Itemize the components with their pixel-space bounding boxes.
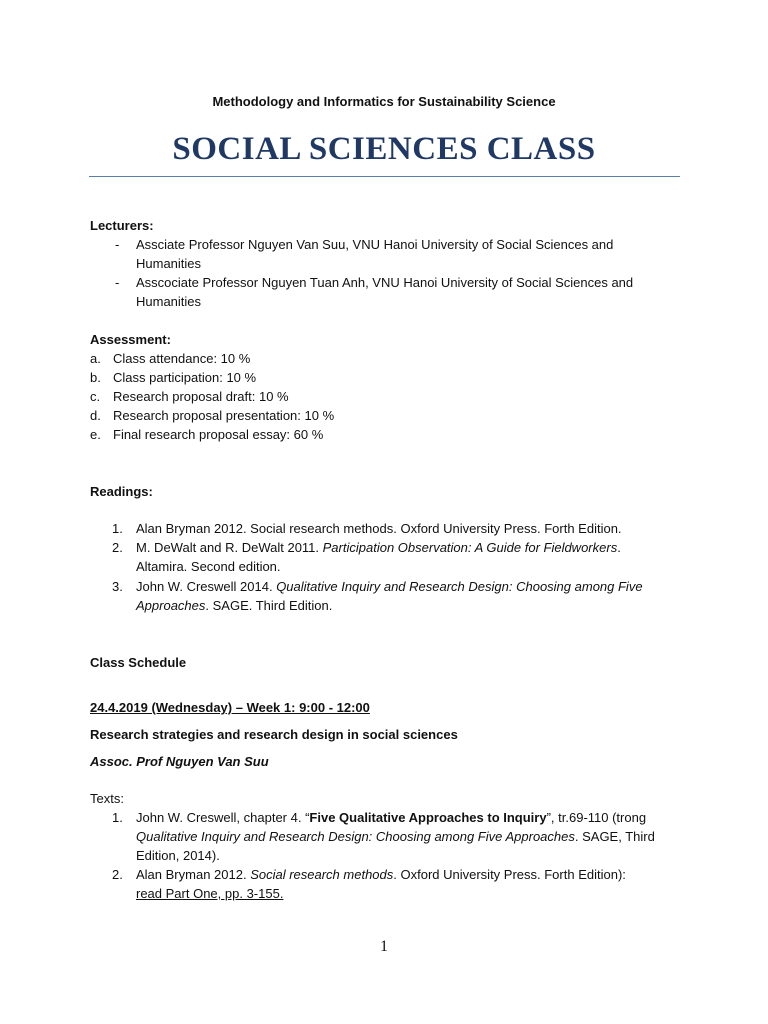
week1-date-text: 24.4.2019 (Wednesday) – Week 1: 9:00 - 12:00 (90, 700, 370, 715)
text-chapter-title: Five Qualitative Approaches to Inquiry (309, 810, 547, 825)
assessment-text: Final research proposal essay: 60 % (113, 427, 324, 442)
text-pages: ”, tr.69-110 (trong (546, 810, 647, 825)
list-marker: - (115, 275, 120, 290)
text-author: John W. Creswell, chapter 4. “ (136, 810, 310, 825)
assessment-heading: Assessment: (90, 332, 171, 347)
reading-title: Participation Observation: A Guide for Fieldworkers (322, 540, 618, 555)
course-subtitle: Methodology and Informatics for Sustainability Science (212, 94, 556, 109)
list-marker: - (115, 237, 120, 252)
text-book-title: Social research methods (250, 867, 394, 882)
list-marker: 3. (112, 579, 123, 594)
week1-date (90, 698, 370, 717)
reading-title: Qualitative Inquiry and Research Design: Choosing among Five (276, 579, 643, 594)
text-publisher: . SAGE, Third (574, 829, 655, 844)
page-title: SOCIAL SCIENCES CLASS (172, 131, 596, 167)
reading-text: Alan Bryman 2012. Social research methods. Oxford University Press. Forth Edition. (136, 521, 622, 536)
list-marker: 1. (112, 521, 123, 536)
readings-heading: Readings: (90, 484, 153, 499)
reading-text-line (136, 596, 332, 615)
reading-text-line (136, 577, 643, 596)
list-marker: 2. (112, 867, 123, 882)
reading-text-line: Altamira. Second edition. (136, 559, 281, 574)
list-marker: d. (90, 408, 101, 423)
week1-topic: Research strategies and research design in social sciences (90, 727, 458, 742)
week1-lecturer (90, 752, 269, 771)
assessment-text: Research proposal draft: 10 % (113, 389, 289, 404)
reading-publisher: . SAGE. Third Edition. (205, 598, 333, 613)
schedule-heading: Class Schedule (90, 655, 187, 670)
reading-punct: . (617, 540, 621, 555)
text-reading-range: read Part One, pp. 3-155. (136, 886, 284, 901)
list-marker: 1. (112, 810, 123, 825)
reading-text-line (136, 538, 621, 557)
lecturer-text-line: Assciate Professor Nguyen Van Suu, VNU Hanoi University of Social Sciences and (136, 237, 614, 252)
reading-author: John W. Creswell 2014. (136, 579, 277, 594)
reading-author: M. DeWalt and R. DeWalt 2011. (136, 540, 323, 555)
text-item-line (136, 827, 655, 846)
text-author: Alan Bryman 2012. (136, 867, 251, 882)
list-marker: a. (90, 351, 101, 366)
title-divider (89, 176, 680, 177)
text-publisher: . Oxford University Press. Forth Edition): (393, 867, 626, 882)
lecturer-text-line: Asscociate Professor Nguyen Tuan Anh, VNU Hanoi University of Social Sciences and (136, 275, 634, 290)
assessment-text: Research proposal presentation: 10 % (113, 408, 335, 423)
page-number: 1 (380, 938, 388, 955)
text-item-line (136, 865, 626, 884)
week1-lecturer-text: Assoc. Prof Nguyen Van Suu (90, 754, 269, 769)
text-item-line (136, 808, 646, 827)
lecturer-text-line: Humanities (136, 256, 202, 271)
assessment-text: Class attendance: 10 % (113, 351, 251, 366)
list-marker: c. (90, 389, 101, 404)
assessment-text: Class participation: 10 % (113, 370, 257, 385)
text-book-title: Qualitative Inquiry and Research Design: Choosing among Five Approaches (136, 829, 575, 844)
texts-label: Texts: (90, 791, 124, 806)
list-marker: b. (90, 370, 101, 385)
lecturer-text-line: Humanities (136, 294, 202, 309)
list-marker: 2. (112, 540, 123, 555)
text-item-line (136, 884, 283, 903)
lecturers-heading: Lecturers: (90, 218, 154, 233)
list-marker: e. (90, 427, 101, 442)
text-item-line: Edition, 2014). (136, 848, 220, 863)
reading-title-cont: Approaches (136, 598, 206, 613)
